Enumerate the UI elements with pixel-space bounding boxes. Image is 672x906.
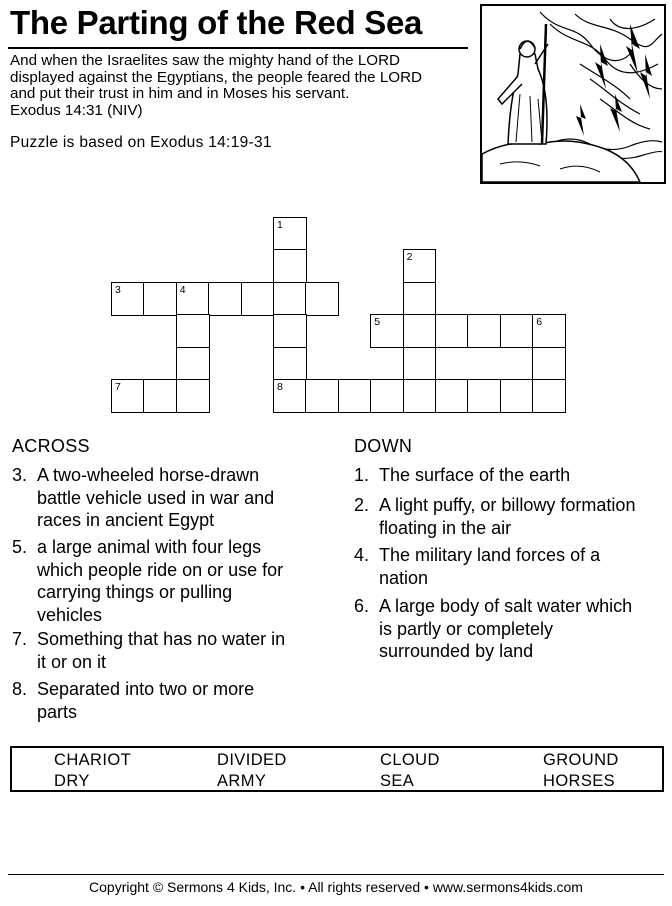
word-bank-item: GROUND	[543, 751, 619, 769]
page-title: The Parting of the Red Sea	[10, 4, 423, 41]
crossword-cell[interactable]	[111, 379, 145, 413]
clue-number: 4.	[354, 545, 370, 565]
crossword-cell[interactable]	[305, 282, 339, 316]
crossword-cell[interactable]	[338, 379, 372, 413]
clue-text: surrounded by land	[379, 641, 534, 661]
crossword-cell[interactable]	[500, 379, 534, 413]
word-bank-item: ARMY	[217, 772, 267, 790]
crossword-cell[interactable]	[467, 314, 501, 348]
crossword-clue-number: 8	[277, 381, 283, 393]
crossword-cell[interactable]	[176, 347, 210, 381]
clue-text: races in ancient Egypt	[37, 510, 215, 530]
clue-text: carrying things or pulling	[37, 582, 233, 602]
crossword-cell[interactable]	[370, 379, 404, 413]
puzzle-note: Puzzle is based on Exodus 14:19-31	[10, 134, 272, 151]
clue-number: 6.	[354, 596, 370, 616]
clue-text: vehicles	[37, 604, 103, 625]
crossword-clue-number: 6	[536, 316, 543, 329]
crossword-cell[interactable]	[435, 379, 469, 413]
clue-number: 7.	[12, 629, 28, 649]
crossword-cell[interactable]	[305, 379, 339, 413]
verse-line: and put their trust in him and in Moses his servant.	[10, 85, 350, 102]
crossword-clue-number: 2	[406, 251, 413, 264]
crossword-cell[interactable]	[435, 314, 469, 348]
clue-text: battle vehicle used in war and	[37, 487, 275, 508]
crossword-cell[interactable]	[532, 314, 566, 348]
clue-text: a large animal with four legs	[37, 537, 262, 557]
crossword-cell[interactable]	[143, 282, 177, 316]
crossword-grid	[0, 0, 672, 420]
crossword-cell[interactable]	[532, 379, 566, 413]
crossword-cell[interactable]	[273, 217, 307, 251]
crossword-clue-number: 1	[277, 219, 283, 231]
crossword-cell[interactable]	[176, 379, 210, 413]
word-bank-item: SEA	[380, 772, 415, 790]
crossword-cell[interactable]	[273, 249, 307, 283]
clue-text: Separated into two or more	[37, 679, 255, 699]
word-bank	[10, 746, 664, 792]
crossword-cell[interactable]	[403, 347, 437, 381]
crossword-cell[interactable]	[273, 347, 307, 381]
crossword-cell[interactable]	[241, 282, 275, 316]
clue-text: is partly or completely	[379, 618, 554, 639]
clue-number: 3.	[12, 465, 28, 485]
crossword-clue-number: 7	[115, 381, 121, 393]
crossword-cell[interactable]	[370, 314, 404, 348]
copyright-footer: Copyright © Sermons 4 Kids, Inc. • All rights reserved • www.sermons4kids.com	[89, 879, 583, 895]
clue-text: floating in the air	[379, 517, 512, 538]
clue-text: A two-wheeled horse-drawn	[37, 465, 260, 485]
crossword-clue-number: 4	[179, 283, 186, 296]
crossword-cell[interactable]	[403, 314, 437, 348]
crossword-cell[interactable]	[532, 347, 566, 381]
down-heading: DOWN	[354, 436, 413, 456]
clue-text: The military land forces of a	[379, 545, 601, 565]
crossword-cell[interactable]	[176, 282, 210, 316]
crossword-cell[interactable]	[143, 379, 177, 413]
clue-text: nation	[379, 567, 429, 588]
verse-line: And when the Israelites saw the mighty hand of the LORD	[10, 52, 401, 69]
clue-number: 5.	[12, 537, 28, 557]
clue-text: A light puffy, or billowy formation	[379, 495, 636, 515]
word-bank-item: DRY	[54, 772, 90, 790]
clue-text: The surface of the earth	[379, 465, 571, 485]
clue-text: A large body of salt water which	[379, 596, 633, 616]
crossword-cell[interactable]	[273, 379, 307, 413]
crossword-cell[interactable]	[403, 379, 437, 413]
clue-number: 8.	[12, 679, 28, 699]
verse-line: displayed against the Egyptians, the people feared the LORD	[10, 68, 423, 86]
crossword-cell[interactable]	[403, 249, 437, 283]
crossword-cell[interactable]	[403, 282, 437, 316]
crossword-clue-number: 5	[374, 316, 381, 329]
clue-text: parts	[37, 701, 78, 722]
crossword-cell[interactable]	[111, 282, 145, 316]
word-bank-item: HORSES	[543, 772, 616, 790]
crossword-cell[interactable]	[208, 282, 242, 316]
crossword-cell[interactable]	[500, 314, 534, 348]
word-bank-item: CLOUD	[380, 751, 440, 769]
crossword-cell[interactable]	[176, 314, 210, 348]
clue-text: it or on it	[37, 651, 107, 672]
crossword-cell[interactable]	[467, 379, 501, 413]
clue-number: 1.	[354, 465, 370, 485]
footer-divider	[8, 874, 664, 875]
crossword-clue-number: 3	[115, 283, 121, 296]
word-bank-item: DIVIDED	[217, 751, 287, 769]
verse-reference: Exodus 14:31 (NIV)	[10, 101, 143, 119]
word-bank-item: CHARIOT	[54, 751, 132, 769]
clue-text: Something that has no water in	[37, 629, 286, 649]
across-heading: ACROSS	[12, 436, 90, 456]
crossword-cell[interactable]	[273, 314, 307, 348]
clue-text: which people ride on or use for	[37, 559, 284, 580]
clue-number: 2.	[354, 495, 370, 515]
crossword-cell[interactable]	[273, 282, 307, 316]
